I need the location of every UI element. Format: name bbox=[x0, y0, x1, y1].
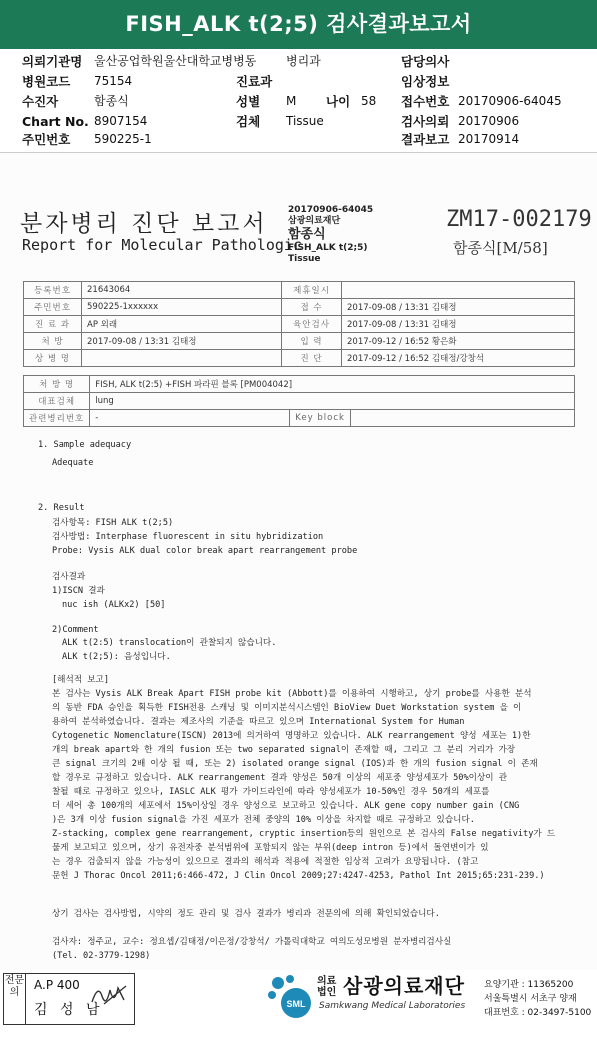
interp-line: 찰될 때로 규정하고 있으나, IASLC ALK 평가 가이드라인에 따라 양성세포가 10-50%인 경우 50개의 세포를 bbox=[52, 787, 490, 797]
cell: 2017-09-12 / 16:52 김태정/강창석 bbox=[342, 350, 575, 367]
report-id-block bbox=[288, 205, 373, 265]
resident-no-label: 주민번호 bbox=[22, 132, 71, 147]
specialist-code: A.P 400 bbox=[34, 978, 80, 992]
iscn-heading: 1)ISCN 결과 bbox=[52, 586, 105, 596]
test-item: 검사항목: FISH ALK t(2;5) bbox=[52, 518, 174, 528]
report-test: FISH_ALK t(2;5) bbox=[288, 243, 368, 253]
table-row bbox=[24, 393, 575, 410]
chart-no-value: 8907154 bbox=[94, 114, 148, 128]
dept-value: 병리과 bbox=[286, 54, 321, 68]
comment-line-1: ALK t(2:5) translocation이 관찰되지 않습니다. bbox=[62, 638, 277, 648]
cell: 육안검사 bbox=[282, 316, 342, 333]
specialist-box bbox=[3, 973, 135, 1025]
phone: 대표번호 : 02-3497-5100 bbox=[484, 1008, 592, 1018]
address: 서울특별시 서초구 양재 bbox=[484, 994, 577, 1004]
table-row bbox=[24, 282, 575, 299]
result-heading: 2. Result bbox=[38, 503, 85, 513]
chart-no-label: Chart No. bbox=[22, 114, 89, 129]
interp-line: 문헌 J Thorac Oncol 2011;6:466-472, J Clin Oncol 2009;27:4247-4253, Pathol Int 2015;65:231-239.) bbox=[52, 871, 545, 881]
age-value: 58 bbox=[361, 94, 377, 108]
cell: - bbox=[90, 410, 290, 427]
interp-line: 큰 signal 크기의 2배 이상 될 때, 또는 2) isolated orange signal (IOS)과 한 개의 fusion signal 이 존재 bbox=[52, 759, 538, 769]
clinical-label: 임상정보 bbox=[401, 74, 450, 89]
table-row bbox=[24, 316, 575, 333]
order-table bbox=[23, 375, 575, 427]
cell: 상 병 명 bbox=[24, 350, 82, 367]
interpretation bbox=[52, 675, 587, 883]
request-date-label: 검사의뢰 bbox=[401, 114, 450, 129]
interp-line: 의 동반 FDA 승인을 획득한 FISH전용 스캐닝 및 이미지분석시스템인 BioView Duet Workstation system 을 이 bbox=[52, 703, 522, 713]
contact-tel: (Tel. 02-3779-1298) bbox=[52, 951, 151, 961]
cell: Key block bbox=[290, 410, 351, 427]
interp-line: Z-stacking, complex gene rearrangement, cryptic insertion등의 원인으로 본 검사의 False negativity가 드 bbox=[52, 829, 556, 839]
org-value: 울산공업학원울산대학교병병동 bbox=[94, 54, 257, 68]
patient-label: 수진자 bbox=[22, 94, 59, 109]
cell: 진 단 bbox=[282, 350, 342, 367]
interp-line: )은 3개 이상 fusion signal을 가진 세포가 전체 중양의 10% 이상을 차지할 때로 규정하고 있습니다. bbox=[52, 815, 475, 825]
specimen-label: 검체 bbox=[236, 114, 261, 129]
iscn-value: nuc ish (ALKx2) [50] bbox=[62, 600, 166, 610]
cell: AP 외래 bbox=[82, 316, 282, 333]
cell bbox=[342, 282, 575, 299]
resident-no-value: 590225-1 bbox=[94, 132, 152, 146]
signature bbox=[90, 982, 130, 1014]
doctor-label: 담당의사 bbox=[401, 54, 450, 69]
specialist-label: 전문의 bbox=[4, 974, 26, 1024]
cell: 처 방 명 bbox=[24, 376, 90, 393]
report-agency: 삼광의료재단 bbox=[288, 216, 341, 226]
specialist-name: 김 성 남 bbox=[34, 1002, 104, 1018]
report-title-bar bbox=[0, 0, 597, 49]
report-date-value: 20170914 bbox=[458, 132, 520, 146]
cell: 2017-09-08 / 13:31 김태정 bbox=[342, 299, 575, 316]
closing-statement: 상기 검사는 검사방법, 시약의 정도 관리 및 검사 결과가 병리과 전문의에 의해 확인되었습니다. bbox=[52, 909, 440, 919]
age-label: 나이 bbox=[326, 94, 351, 109]
examiner: 검사자: 정주교, 교수: 정요셉/김태정/이은정/강창석/ 가톨릭대학교 여의도성모병원 분자병리검사실 bbox=[52, 937, 452, 947]
interp-line: 개의 break apart와 한 개의 fusion 또는 two separated signal이 존재할 때, 그리고 그 분리 거리가 가장 bbox=[52, 745, 516, 755]
sex-value: M bbox=[286, 94, 297, 108]
report-date-label: 결과보고 bbox=[401, 132, 450, 147]
report-patient: 함종식 bbox=[288, 227, 326, 242]
comment-line-2: ALK t(2;5): 음성입니다. bbox=[62, 652, 171, 662]
cell: 2017-09-08 / 13:31 김태정 bbox=[342, 316, 575, 333]
corp-label: 의료법인 bbox=[317, 976, 337, 998]
interp-line: 는 경우 검출되지 않을 가능성이 있으므로 결과의 해석과 적용에 적절한 임상적 고려가 요망됩니다. (참고 bbox=[52, 857, 479, 867]
comment-heading: 2)Comment bbox=[52, 625, 99, 635]
table-row bbox=[24, 376, 575, 393]
accession-label: 접수번호 bbox=[401, 94, 450, 109]
cell: FISH, ALK t(2:5) +FISH 파라핀 블록 [PM004042] bbox=[90, 376, 575, 393]
cell: 21643064 bbox=[82, 282, 282, 299]
hospital-code-value: 75154 bbox=[94, 74, 133, 88]
org-label: 의뢰기관명 bbox=[22, 54, 83, 69]
interp-line: 물게 보고되고 있으며, 상기 유전자중 분석범위에 포함되지 않는 부위(deep intron 등)에서 돌연변이가 있 bbox=[52, 843, 489, 853]
subject-label: 진료과 bbox=[236, 74, 273, 89]
table-row bbox=[24, 350, 575, 367]
report-title-en: Report for Molecular Pathologic bbox=[22, 236, 302, 254]
cell: 처 방 bbox=[24, 333, 82, 350]
test-method: 검사방법: Interphase fluorescent in situ hybridization bbox=[52, 532, 324, 542]
sex-label: 성별 bbox=[236, 94, 261, 109]
interp-line: 본 검사는 Vysis ALK Break Apart FISH probe kit (Abbott)를 이용하여 시행하고, 상기 probe를 사용한 분석 bbox=[52, 689, 532, 699]
cell: lung bbox=[90, 393, 575, 410]
cell: 접 수 bbox=[282, 299, 342, 316]
cell: 2017-09-08 / 13:31 김태정 bbox=[82, 333, 282, 350]
logo-text: SML bbox=[286, 999, 306, 1009]
interp-line: 용하여 분석하였습니다. 결과는 제조사의 기준을 따르고 있으며 International System for Human bbox=[52, 717, 465, 727]
hospital-code-label: 병원코드 bbox=[22, 74, 71, 89]
report-title: FISH_ALK t(2;5) 검사결과보고서 bbox=[125, 12, 472, 36]
probe: Probe: Vysis ALK dual color break apart rearrangement probe bbox=[52, 546, 358, 556]
cell: 주민번호 bbox=[24, 299, 82, 316]
patient-value: 함종식 bbox=[94, 94, 129, 108]
interp-line: 할 경우로 규정하고 있습니다. ALK rearrangement 결과 양성은 50개 이상의 세포중 양성세포가 50%이상이 관 bbox=[52, 773, 508, 783]
result-subheading: 검사결과 bbox=[52, 572, 86, 582]
report-specimen: Tissue bbox=[288, 254, 321, 264]
cell bbox=[82, 350, 282, 367]
table-row bbox=[24, 410, 575, 427]
cell: 관련병리번호 bbox=[24, 410, 90, 427]
report-title-ko: 분자병리 진단 보고서 bbox=[20, 211, 268, 237]
cell: 입 력 bbox=[282, 333, 342, 350]
cell: 등록번호 bbox=[24, 282, 82, 299]
table-row bbox=[24, 333, 575, 350]
accession-value: 20170906-64045 bbox=[458, 94, 562, 108]
interp-line: [해석적 보고] bbox=[52, 675, 110, 685]
specimen-value: Tissue bbox=[286, 114, 324, 128]
interp-line: Cytogenetic Nomenclature(ISCN) 2013에 의거하여 명명하고 있습니다. ALK rearrangement 양성 세포는 1)한 bbox=[52, 731, 531, 741]
cell: 진 료 과 bbox=[24, 316, 82, 333]
interp-line: 더 세어 총 100개의 세포에서 15%이상일 경우 양성으로 보고하고 있습니다. ALK gene copy number gain (CNG bbox=[52, 801, 520, 811]
sample-adequacy-value: Adequate bbox=[52, 458, 94, 468]
sample-adequacy-heading: 1. Sample adequacy bbox=[38, 440, 132, 450]
sml-logo-icon bbox=[266, 973, 312, 1021]
cell: 2017-09-12 / 16:52 황은화 bbox=[342, 333, 575, 350]
cell: 590225-1xxxxxx bbox=[82, 299, 282, 316]
registration-table bbox=[23, 281, 575, 367]
table-row bbox=[24, 299, 575, 316]
report-accession: 20170906-64045 bbox=[288, 205, 374, 215]
org-name: 삼광의료재단 bbox=[343, 974, 465, 998]
header-info bbox=[0, 51, 597, 153]
org-name-en: Samkwang Medical Laboratories bbox=[319, 1001, 466, 1011]
case-number: ZM17-002179 bbox=[446, 207, 592, 232]
request-date-value: 20170906 bbox=[458, 114, 520, 128]
cell: 제휴일시 bbox=[282, 282, 342, 299]
patient-meta: 함종식[M/58] bbox=[453, 239, 548, 257]
institution-code: 요양기관 : 11365200 bbox=[484, 980, 574, 990]
cell: 대표검체 bbox=[24, 393, 90, 410]
cell bbox=[350, 410, 574, 427]
